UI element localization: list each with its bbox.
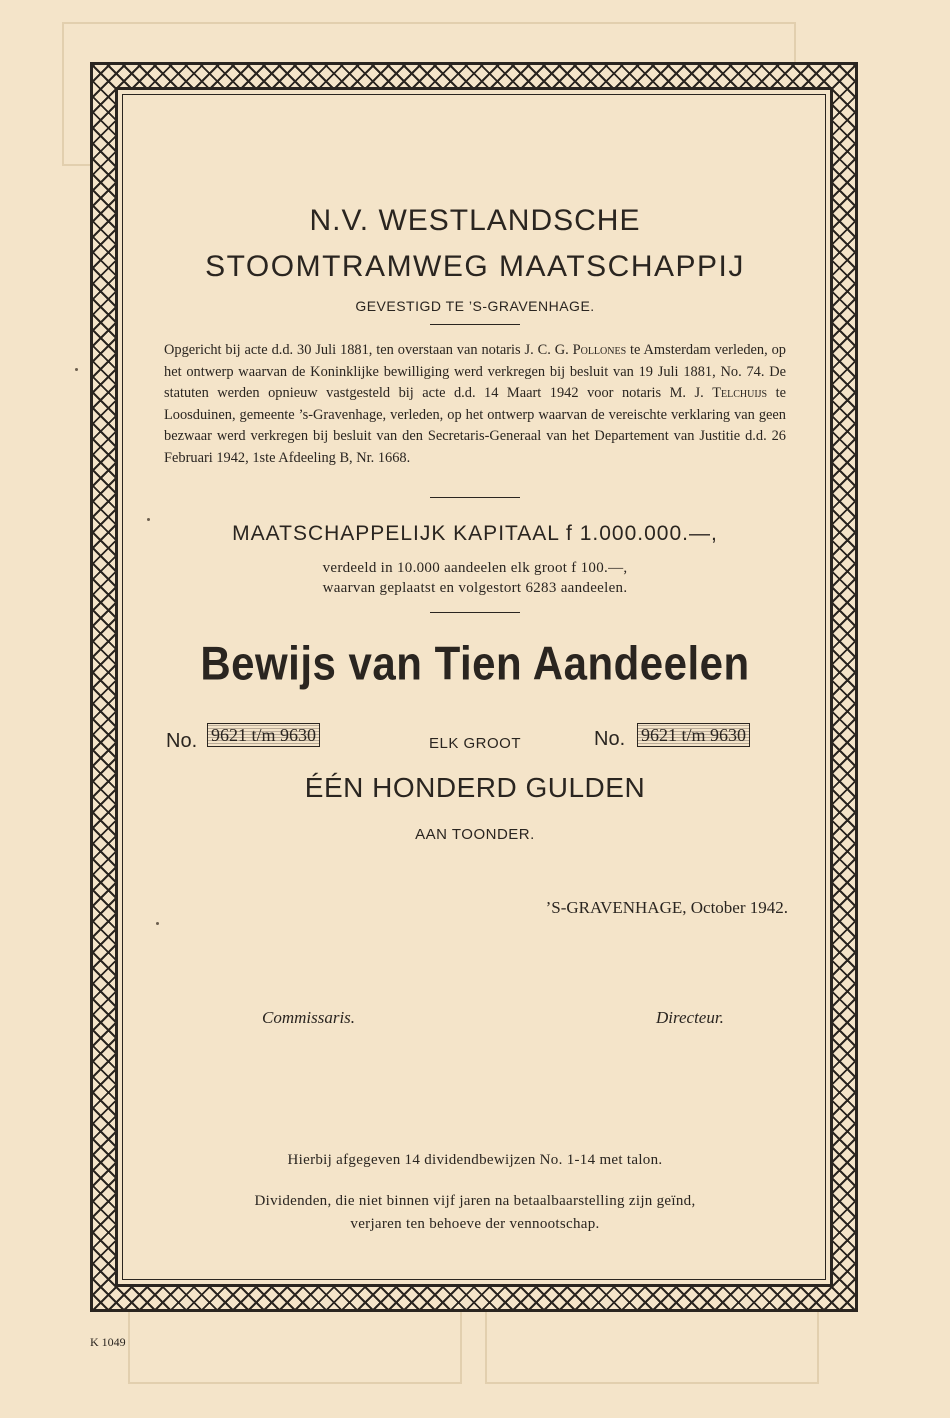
expiry-line2: verjaren ten behoeve der vennootschap. xyxy=(350,1216,600,1232)
nominal-amount: ÉÉN HONDERD GULDEN xyxy=(304,772,646,803)
capital-line1: verdeeld in 10.000 aandeelen elk groot f 100.—, xyxy=(322,560,628,576)
bearer-label: AAN TOONDER. xyxy=(415,826,535,843)
divider xyxy=(430,497,520,498)
founding-text-3: te Loosduinen, gemeente ’s-Gravenhage, verleden, op het ontwerp waarvan de vereischte verklaring van geen bezwaar werd verkregen bij besluit van den Secretaris-Generaal van het Departement van Justitie d.d. 26 Februari 1942, 1ste Afdeeling B, Nr. 1668. xyxy=(164,385,786,466)
number-label-right: No. xyxy=(594,728,626,750)
notary-name-1: Pollones xyxy=(572,342,627,358)
coupons-note: Hierbij afgegeven 14 dividendbewijzen No. 1-14 met talon. xyxy=(287,1152,663,1168)
each-label: ELK GROOT xyxy=(428,735,522,752)
expiry-line1: Dividenden, die niet binnen vijf jaren na betaalbaarstelling zijn geïnd, xyxy=(254,1193,696,1209)
certificate-number-right: 9621 t/m 9630 xyxy=(637,723,750,747)
paper-speck xyxy=(156,922,159,925)
founding-text-2: te Amsterdam verleden, op het ontwerp waarvan de Koninklijke bewilliging werd verkregen bij besluit van 19 Juli 1881, No. 74. De statuten werden opnieuw vastgesteld bij acte d.d. 14 Maart 1942 voor notaris M. J. xyxy=(164,342,786,401)
founding-text-1: Opgericht bij acte d.d. 30 Juli 1881, ten overstaan van notaris J. C. G. xyxy=(164,342,573,358)
divider xyxy=(430,612,520,613)
certificate-title: Bewijs van Tien Aandeelen xyxy=(200,637,750,690)
company-name-line1: N.V. WESTLANDSCHE xyxy=(309,204,641,237)
divider xyxy=(430,324,520,325)
founding-paragraph xyxy=(164,340,786,469)
number-label-left: No. xyxy=(166,730,198,752)
paper-speck xyxy=(147,518,150,521)
notary-name-2: Telchuijs xyxy=(712,385,768,401)
capital-line2: waarvan geplaatst en volgestort 6283 aandeelen. xyxy=(322,580,628,596)
certificate-number-left: 9621 t/m 9630 xyxy=(207,723,320,747)
form-code: K 1049 xyxy=(90,1335,126,1349)
expiry-note xyxy=(160,1190,790,1236)
company-seat: GEVESTIGD TE ’S-GRAVENHAGE. xyxy=(355,298,595,314)
place-date: ’S-GRAVENHAGE, October 1942. xyxy=(545,898,788,917)
signature-commissaris: Commissaris. xyxy=(262,1008,356,1027)
signature-directeur: Directeur. xyxy=(656,1008,724,1027)
company-name-line2: STOOMTRAMWEG MAATSCHAPPIJ xyxy=(205,250,745,283)
capital-heading: MAATSCHAPPELIJK KAPITAAL f 1.000.000.—, xyxy=(232,522,718,545)
paper-speck xyxy=(75,368,78,371)
